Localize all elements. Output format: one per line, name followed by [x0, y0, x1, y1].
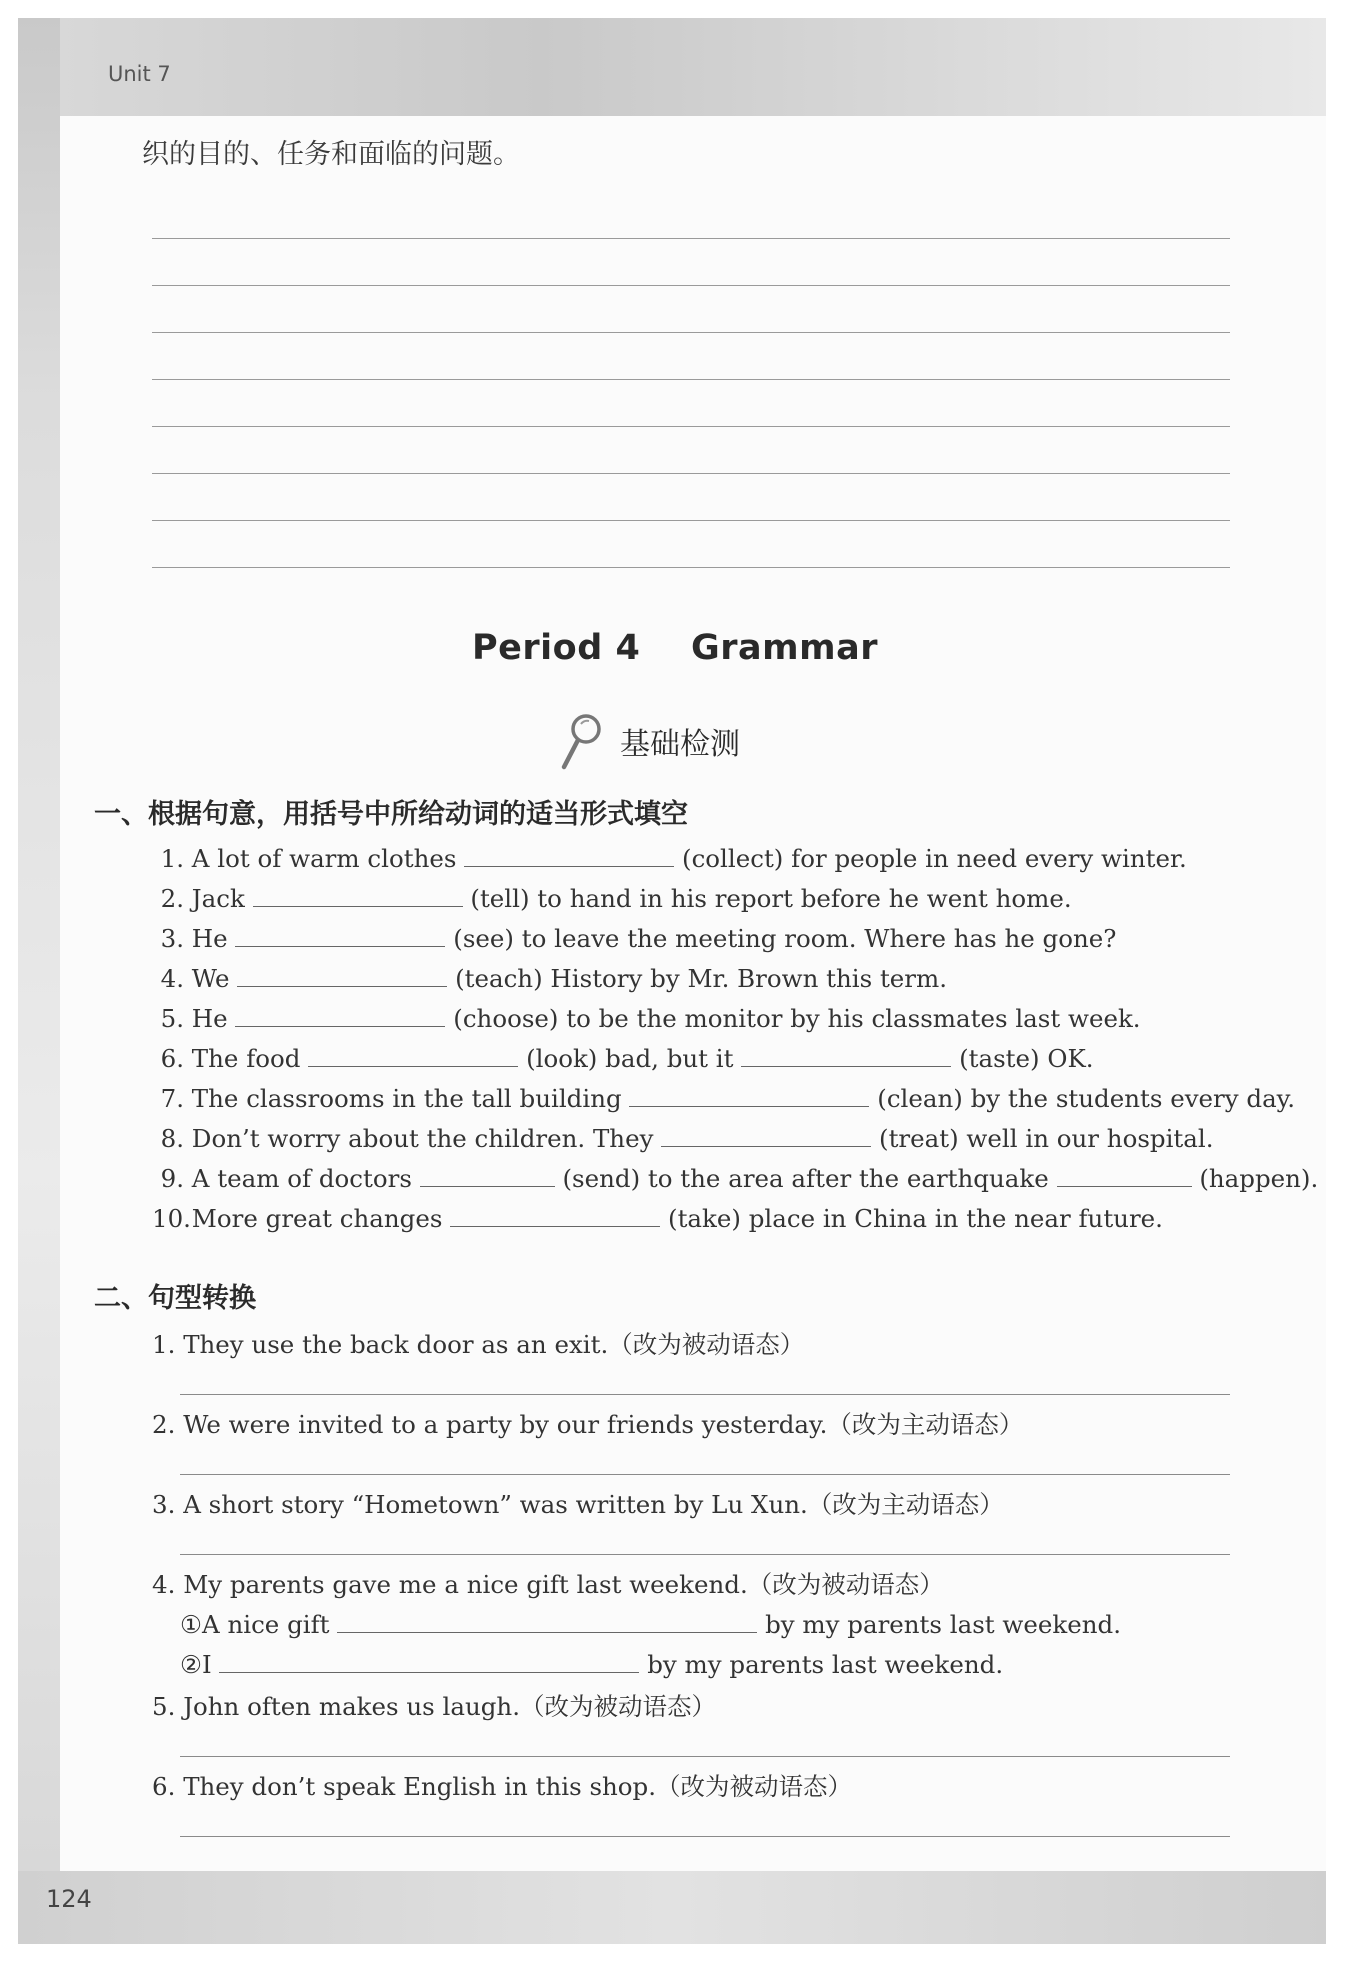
item-task: （改为被动语态）: [656, 1772, 853, 1801]
continuation-text: 织的目的、任务和面临的问题。: [142, 139, 520, 170]
answer-line[interactable]: [180, 1756, 1230, 1757]
footer-band: [18, 1871, 1326, 1944]
item-number: 6.: [160, 1044, 184, 1073]
item-text: A short story “Hometown” was written by Lu Xun.: [183, 1490, 808, 1519]
basic-check-heading: [556, 710, 740, 772]
writing-lines: [152, 192, 1230, 568]
period-title: Period 4 Grammar: [472, 628, 878, 668]
item-task: （改为主动语态）: [807, 1490, 1004, 1519]
writing-line[interactable]: [152, 239, 1230, 286]
item-task: （改为被动语态）: [747, 1570, 944, 1599]
s2-item: [152, 1566, 944, 1601]
answer-blank[interactable]: [741, 1042, 951, 1067]
header-band: [18, 18, 1326, 116]
item-text: A lot of warm clothes: [191, 844, 457, 873]
item-text: We were invited to a party by our friends yesterday.: [183, 1410, 828, 1439]
item-text: (take) place in China in the near future.: [668, 1204, 1163, 1233]
item-task: （改为被动语态）: [608, 1330, 805, 1359]
item-number: 10.: [152, 1204, 191, 1233]
unit-label: Unit 7: [108, 62, 171, 86]
item-number: 8.: [160, 1124, 184, 1153]
item-number: 2.: [160, 884, 184, 913]
item-text: A team of doctors: [191, 1164, 412, 1193]
answer-line[interactable]: [180, 1836, 1230, 1837]
item-text: (send) to the area after the earthquake: [562, 1164, 1049, 1193]
writing-line[interactable]: [152, 380, 1230, 427]
writing-line[interactable]: [152, 333, 1230, 380]
s2-subitem: [180, 1608, 1121, 1639]
item-text: (look) bad, but it: [526, 1044, 734, 1073]
item-number: 9.: [160, 1164, 184, 1193]
writing-line[interactable]: [152, 427, 1230, 474]
item-text: (clean) by the students every day.: [877, 1084, 1296, 1113]
item-text: They don’t speak English in this shop.: [183, 1772, 657, 1801]
writing-line[interactable]: [152, 286, 1230, 333]
item-number: 1.: [152, 1330, 176, 1359]
answer-blank[interactable]: [420, 1162, 555, 1187]
item-text: The classrooms in the tall building: [191, 1084, 622, 1113]
item-number: 4.: [152, 1570, 176, 1599]
item-number: 6.: [152, 1772, 176, 1801]
s1-item: [152, 1082, 1295, 1113]
answer-blank[interactable]: [450, 1202, 660, 1227]
item-number: 2.: [152, 1410, 176, 1439]
item-number: 5.: [152, 1692, 176, 1721]
item-number: 7.: [160, 1084, 184, 1113]
item-text: He: [191, 924, 228, 953]
s1-item: [152, 922, 1116, 953]
item-text: More great changes: [191, 1204, 443, 1233]
writing-line[interactable]: [152, 192, 1230, 239]
answer-blank[interactable]: [253, 882, 463, 907]
s2-item: [152, 1326, 804, 1361]
item-text: He: [191, 1004, 228, 1033]
magnifier-icon: [556, 711, 606, 771]
item-number: 3.: [152, 1490, 176, 1519]
s2-item: [152, 1406, 1023, 1441]
answer-line[interactable]: [180, 1554, 1230, 1555]
s1-item: [152, 1042, 1094, 1073]
sub-text: A nice gift: [201, 1610, 330, 1639]
answer-blank[interactable]: [629, 1082, 869, 1107]
s2-item: [152, 1486, 1004, 1521]
item-text: (collect) for people in need every winter.: [682, 844, 1187, 873]
answer-blank[interactable]: [235, 922, 445, 947]
s1-item: [152, 962, 947, 993]
item-text: (choose) to be the monitor by his classmates last week.: [453, 1004, 1141, 1033]
sub-text: by my parents last weekend.: [765, 1610, 1121, 1639]
item-text: (happen).: [1199, 1164, 1319, 1193]
sub-marker: ①: [180, 1610, 202, 1639]
s2-item: [152, 1688, 716, 1723]
item-text: We: [191, 964, 230, 993]
answer-blank[interactable]: [1057, 1162, 1192, 1187]
basic-check-label: 基础检测: [620, 727, 740, 762]
writing-line[interactable]: [152, 521, 1230, 568]
item-text: They use the back door as an exit.: [183, 1330, 609, 1359]
answer-line[interactable]: [180, 1394, 1230, 1395]
item-text: The food: [191, 1044, 301, 1073]
section2-title: 二、句型转换: [94, 1283, 256, 1314]
s1-item: [152, 842, 1187, 873]
sub-text: by my parents last weekend.: [647, 1650, 1004, 1679]
writing-line[interactable]: [152, 474, 1230, 521]
item-text: Don’t worry about the children. They: [191, 1124, 654, 1153]
item-task: （改为主动语态）: [827, 1410, 1024, 1439]
s1-item: [152, 1162, 1318, 1193]
answer-blank[interactable]: [235, 1002, 445, 1027]
item-text: (taste) OK.: [959, 1044, 1094, 1073]
answer-blank[interactable]: [337, 1608, 757, 1633]
left-margin-strip: [18, 18, 60, 1944]
item-text: (treat) well in our hospital.: [879, 1124, 1214, 1153]
s1-item: [152, 882, 1072, 913]
item-text: My parents gave me a nice gift last weekend.: [183, 1570, 748, 1599]
s2-subitem: [180, 1648, 1003, 1679]
item-text: (teach) History by Mr. Brown this term.: [455, 964, 948, 993]
section1-title: 一、根据句意，用括号中所给动词的适当形式填空: [94, 799, 688, 830]
answer-line[interactable]: [180, 1474, 1230, 1475]
sub-text: I: [201, 1650, 212, 1679]
item-text: John often makes us laugh.: [183, 1692, 520, 1721]
answer-blank[interactable]: [661, 1122, 871, 1147]
item-text: Jack: [191, 884, 245, 913]
item-number: 3.: [160, 924, 184, 953]
item-number: 5.: [160, 1004, 184, 1033]
s1-item: [152, 1002, 1141, 1033]
s1-item: [152, 1122, 1214, 1153]
page-number: 124: [46, 1885, 92, 1913]
s2-item: [152, 1768, 852, 1803]
sub-marker: ②: [180, 1650, 202, 1679]
answer-blank[interactable]: [219, 1648, 639, 1673]
answer-blank[interactable]: [464, 842, 674, 867]
item-task: （改为被动语态）: [520, 1692, 716, 1721]
answer-blank[interactable]: [308, 1042, 518, 1067]
s1-item: [152, 1202, 1163, 1233]
item-text: (tell) to hand in his report before he went home.: [470, 884, 1072, 913]
item-number: 4.: [160, 964, 184, 993]
item-text: (see) to leave the meeting room. Where has he gone?: [453, 924, 1117, 953]
item-number: 1.: [160, 844, 184, 873]
answer-blank[interactable]: [237, 962, 447, 987]
